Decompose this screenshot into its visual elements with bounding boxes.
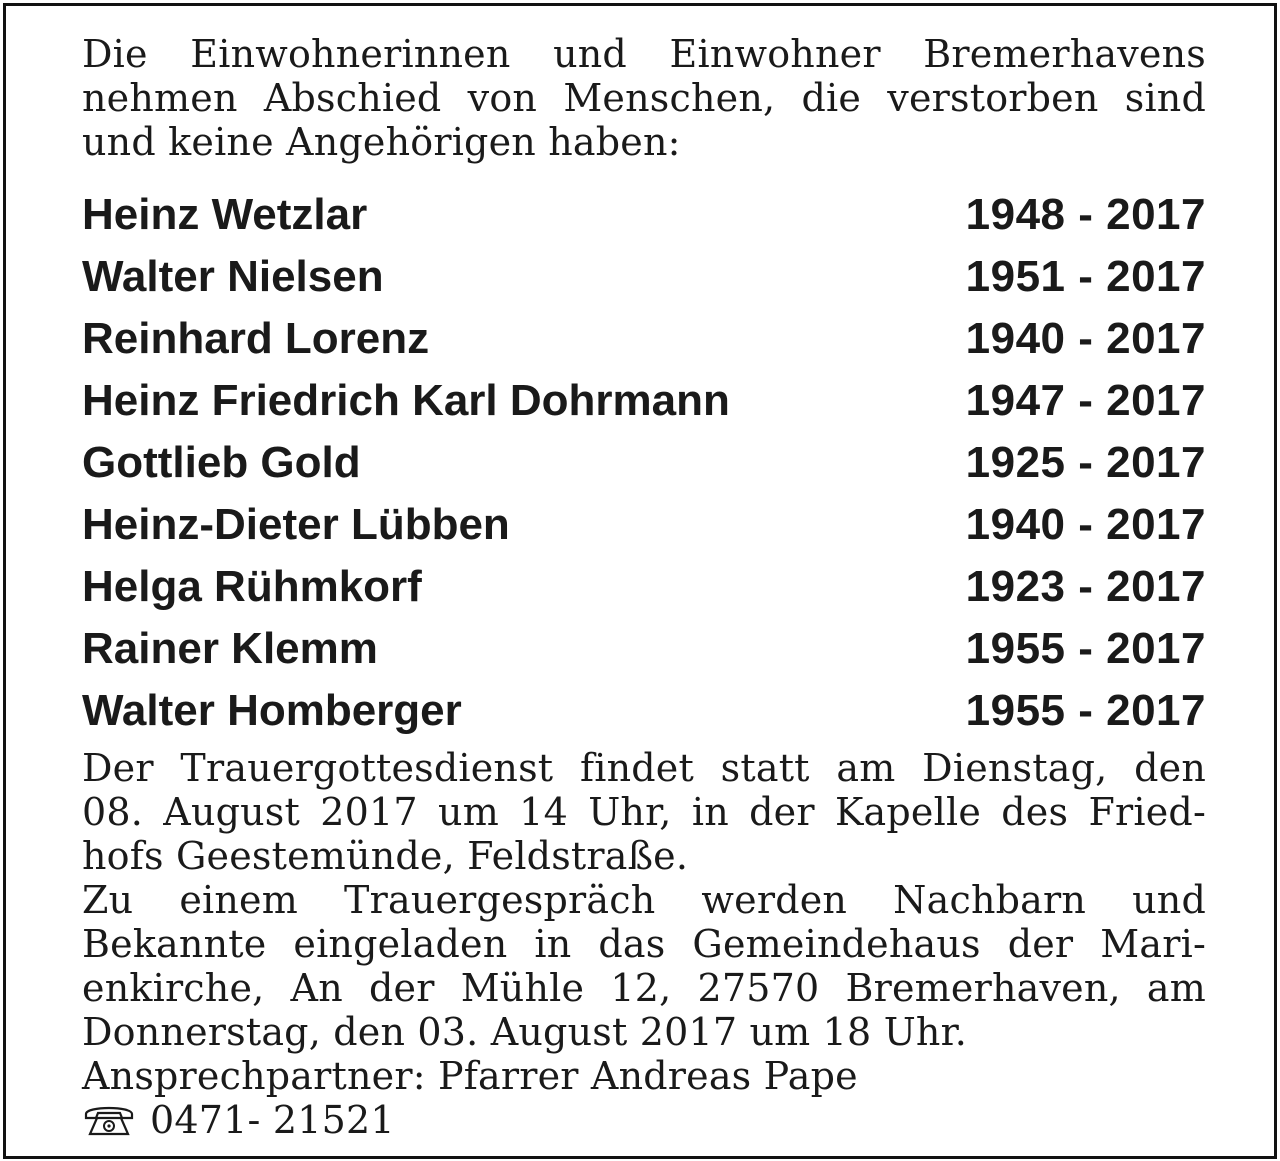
notice-content xyxy=(82,32,1206,1142)
deceased-name: Heinz Wetzlar xyxy=(82,190,368,239)
contact-phone-line xyxy=(82,1098,1206,1142)
telephone-icon xyxy=(82,1100,136,1140)
service-line: 08. August 2017 um 14 Uhr, in der Kapelle des Fried- xyxy=(82,790,1206,834)
deceased-entry xyxy=(82,618,1206,680)
contact-paragraph xyxy=(82,1054,1206,1142)
deceased-name: Heinz-Dieter Lübben xyxy=(82,500,510,549)
intro-paragraph xyxy=(82,32,1206,164)
deceased-years: 1940 - 2017 xyxy=(965,500,1206,549)
service-paragraph xyxy=(82,746,1206,878)
service-line: hofs Geestemünde, Feldstraße. xyxy=(82,834,689,878)
deceased-years: 1940 - 2017 xyxy=(965,314,1206,363)
gathering-line: enkirche, An der Mühle 12, 27570 Bremerhaven, am xyxy=(82,966,1206,1010)
intro-line: und keine Angehörigen haben: xyxy=(82,120,681,164)
deceased-name: Helga Rühmkorf xyxy=(82,562,422,611)
contact-person: Ansprechpartner: Pfarrer Andreas Pape xyxy=(82,1054,858,1098)
deceased-entry xyxy=(82,494,1206,556)
deceased-name: Walter Homberger xyxy=(82,686,462,735)
deceased-name: Gottlieb Gold xyxy=(82,438,361,487)
gathering-line: Bekannte eingeladen in das Gemeindehaus der Mari- xyxy=(82,922,1206,966)
deceased-years: 1925 - 2017 xyxy=(965,438,1206,487)
deceased-name: Walter Nielsen xyxy=(82,252,384,301)
deceased-entry xyxy=(82,246,1206,308)
service-line: Der Trauergottesdienst findet statt am Dienstag, den xyxy=(82,746,1206,790)
gathering-paragraph xyxy=(82,878,1206,1054)
deceased-years: 1955 - 2017 xyxy=(965,686,1206,735)
deceased-years: 1947 - 2017 xyxy=(965,376,1206,425)
gathering-line: Donnerstag, den 03. August 2017 um 18 Uhr. xyxy=(82,1010,968,1054)
contact-phone-number: 0471- 21521 xyxy=(150,1098,395,1142)
deceased-years: 1948 - 2017 xyxy=(965,190,1206,239)
deceased-years: 1955 - 2017 xyxy=(965,624,1206,673)
intro-line: Die Einwohnerinnen und Einwohner Bremerhavens xyxy=(82,32,1206,76)
deceased-entry xyxy=(82,308,1206,370)
deceased-name: Reinhard Lorenz xyxy=(82,314,430,363)
deceased-entry xyxy=(82,556,1206,618)
deceased-entry xyxy=(82,184,1206,246)
intro-line: nehmen Abschied von Menschen, die verstorben sind xyxy=(82,76,1206,120)
deceased-list xyxy=(82,184,1206,742)
deceased-entry xyxy=(82,370,1206,432)
gathering-line: Zu einem Trauergespräch werden Nachbarn und xyxy=(82,878,1206,922)
deceased-entry xyxy=(82,680,1206,742)
deceased-name: Rainer Klemm xyxy=(82,624,378,673)
deceased-years: 1923 - 2017 xyxy=(965,562,1206,611)
obituary-notice xyxy=(3,3,1277,1159)
deceased-entry xyxy=(82,432,1206,494)
deceased-years: 1951 - 2017 xyxy=(965,252,1206,301)
deceased-name: Heinz Friedrich Karl Dohrmann xyxy=(82,376,730,425)
